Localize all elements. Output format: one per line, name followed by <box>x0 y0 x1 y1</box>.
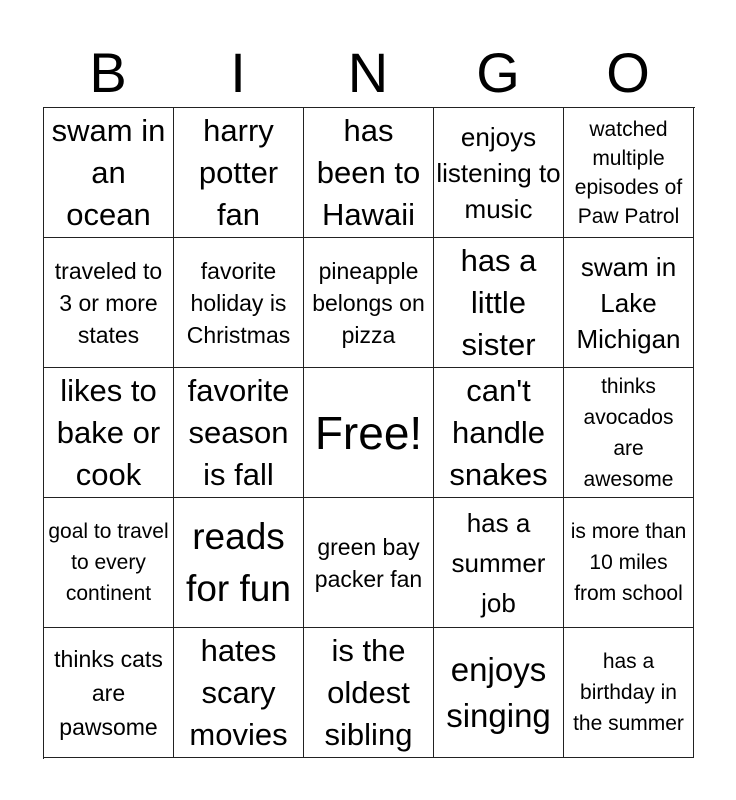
bingo-cell[interactable] <box>174 108 304 238</box>
cell-text: thinks cats are pawsome <box>54 645 163 740</box>
cell-text: has a summer job <box>451 507 546 618</box>
header-letter-b: B <box>89 41 127 104</box>
bingo-cell[interactable] <box>174 628 304 758</box>
cell-text: hates scary movies <box>189 632 288 752</box>
cell-text: thinks avocados are awesome <box>583 374 674 491</box>
bingo-cell[interactable] <box>564 238 694 368</box>
bingo-board <box>43 107 695 759</box>
cell-text: is the oldest sibling <box>324 632 413 752</box>
header-letter-o: O <box>606 41 650 104</box>
cell-text: goal to travel to every continent <box>48 520 169 605</box>
cell-text: pineapple belongs on pizza <box>312 257 425 348</box>
bingo-cell[interactable] <box>434 108 564 238</box>
bingo-cell[interactable] <box>44 368 174 498</box>
bingo-cell[interactable] <box>434 238 564 368</box>
bingo-header <box>43 40 693 106</box>
cell-text: is more than 10 miles from school <box>570 520 687 605</box>
cell-text: enjoys singing <box>446 650 551 734</box>
bingo-cell[interactable] <box>434 368 564 498</box>
free-space-cell[interactable] <box>304 368 434 498</box>
cell-text: swam in an ocean <box>51 112 166 232</box>
bingo-cell[interactable] <box>44 498 174 628</box>
cell-text: watched multiple episodes of Paw Patrol <box>574 117 683 228</box>
cell-text: green bay packer fan <box>314 533 423 592</box>
cell-text: has a little sister <box>460 242 537 362</box>
bingo-cell[interactable] <box>44 238 174 368</box>
cell-text: favorite season is fall <box>187 372 290 492</box>
cell-text: enjoys listening to music <box>436 121 561 224</box>
bingo-cell[interactable] <box>564 628 694 758</box>
bingo-cell[interactable] <box>174 238 304 368</box>
bingo-cell[interactable] <box>434 628 564 758</box>
bingo-cell[interactable] <box>174 498 304 628</box>
cell-text: likes to bake or cook <box>56 372 161 492</box>
bingo-cell[interactable] <box>564 368 694 498</box>
bingo-cell[interactable] <box>44 108 174 238</box>
cell-text: reads for fun <box>186 515 291 609</box>
cell-text: favorite holiday is Christmas <box>186 257 291 348</box>
bingo-cell[interactable] <box>434 498 564 628</box>
bingo-cell[interactable] <box>564 108 694 238</box>
bingo-cell[interactable] <box>304 108 434 238</box>
bingo-cell[interactable] <box>44 628 174 758</box>
bingo-cell[interactable] <box>564 498 694 628</box>
cell-text: traveled to 3 or more states <box>54 257 163 348</box>
bingo-cell[interactable] <box>304 628 434 758</box>
cell-text: has a birthday in the summer <box>573 650 684 735</box>
cell-text: can't handle snakes <box>449 372 548 492</box>
free-space-text: Free! <box>314 406 423 459</box>
bingo-cell[interactable] <box>304 498 434 628</box>
header-letter-g: G <box>476 41 520 104</box>
header-letter-n: N <box>347 41 389 104</box>
cell-text: has been to Hawaii <box>316 112 421 232</box>
bingo-cell[interactable] <box>174 368 304 498</box>
cell-text: swam in Lake Michigan <box>576 251 681 354</box>
header-letter-i: I <box>230 41 246 104</box>
bingo-cell[interactable] <box>304 238 434 368</box>
cell-text: harry potter fan <box>198 112 279 232</box>
